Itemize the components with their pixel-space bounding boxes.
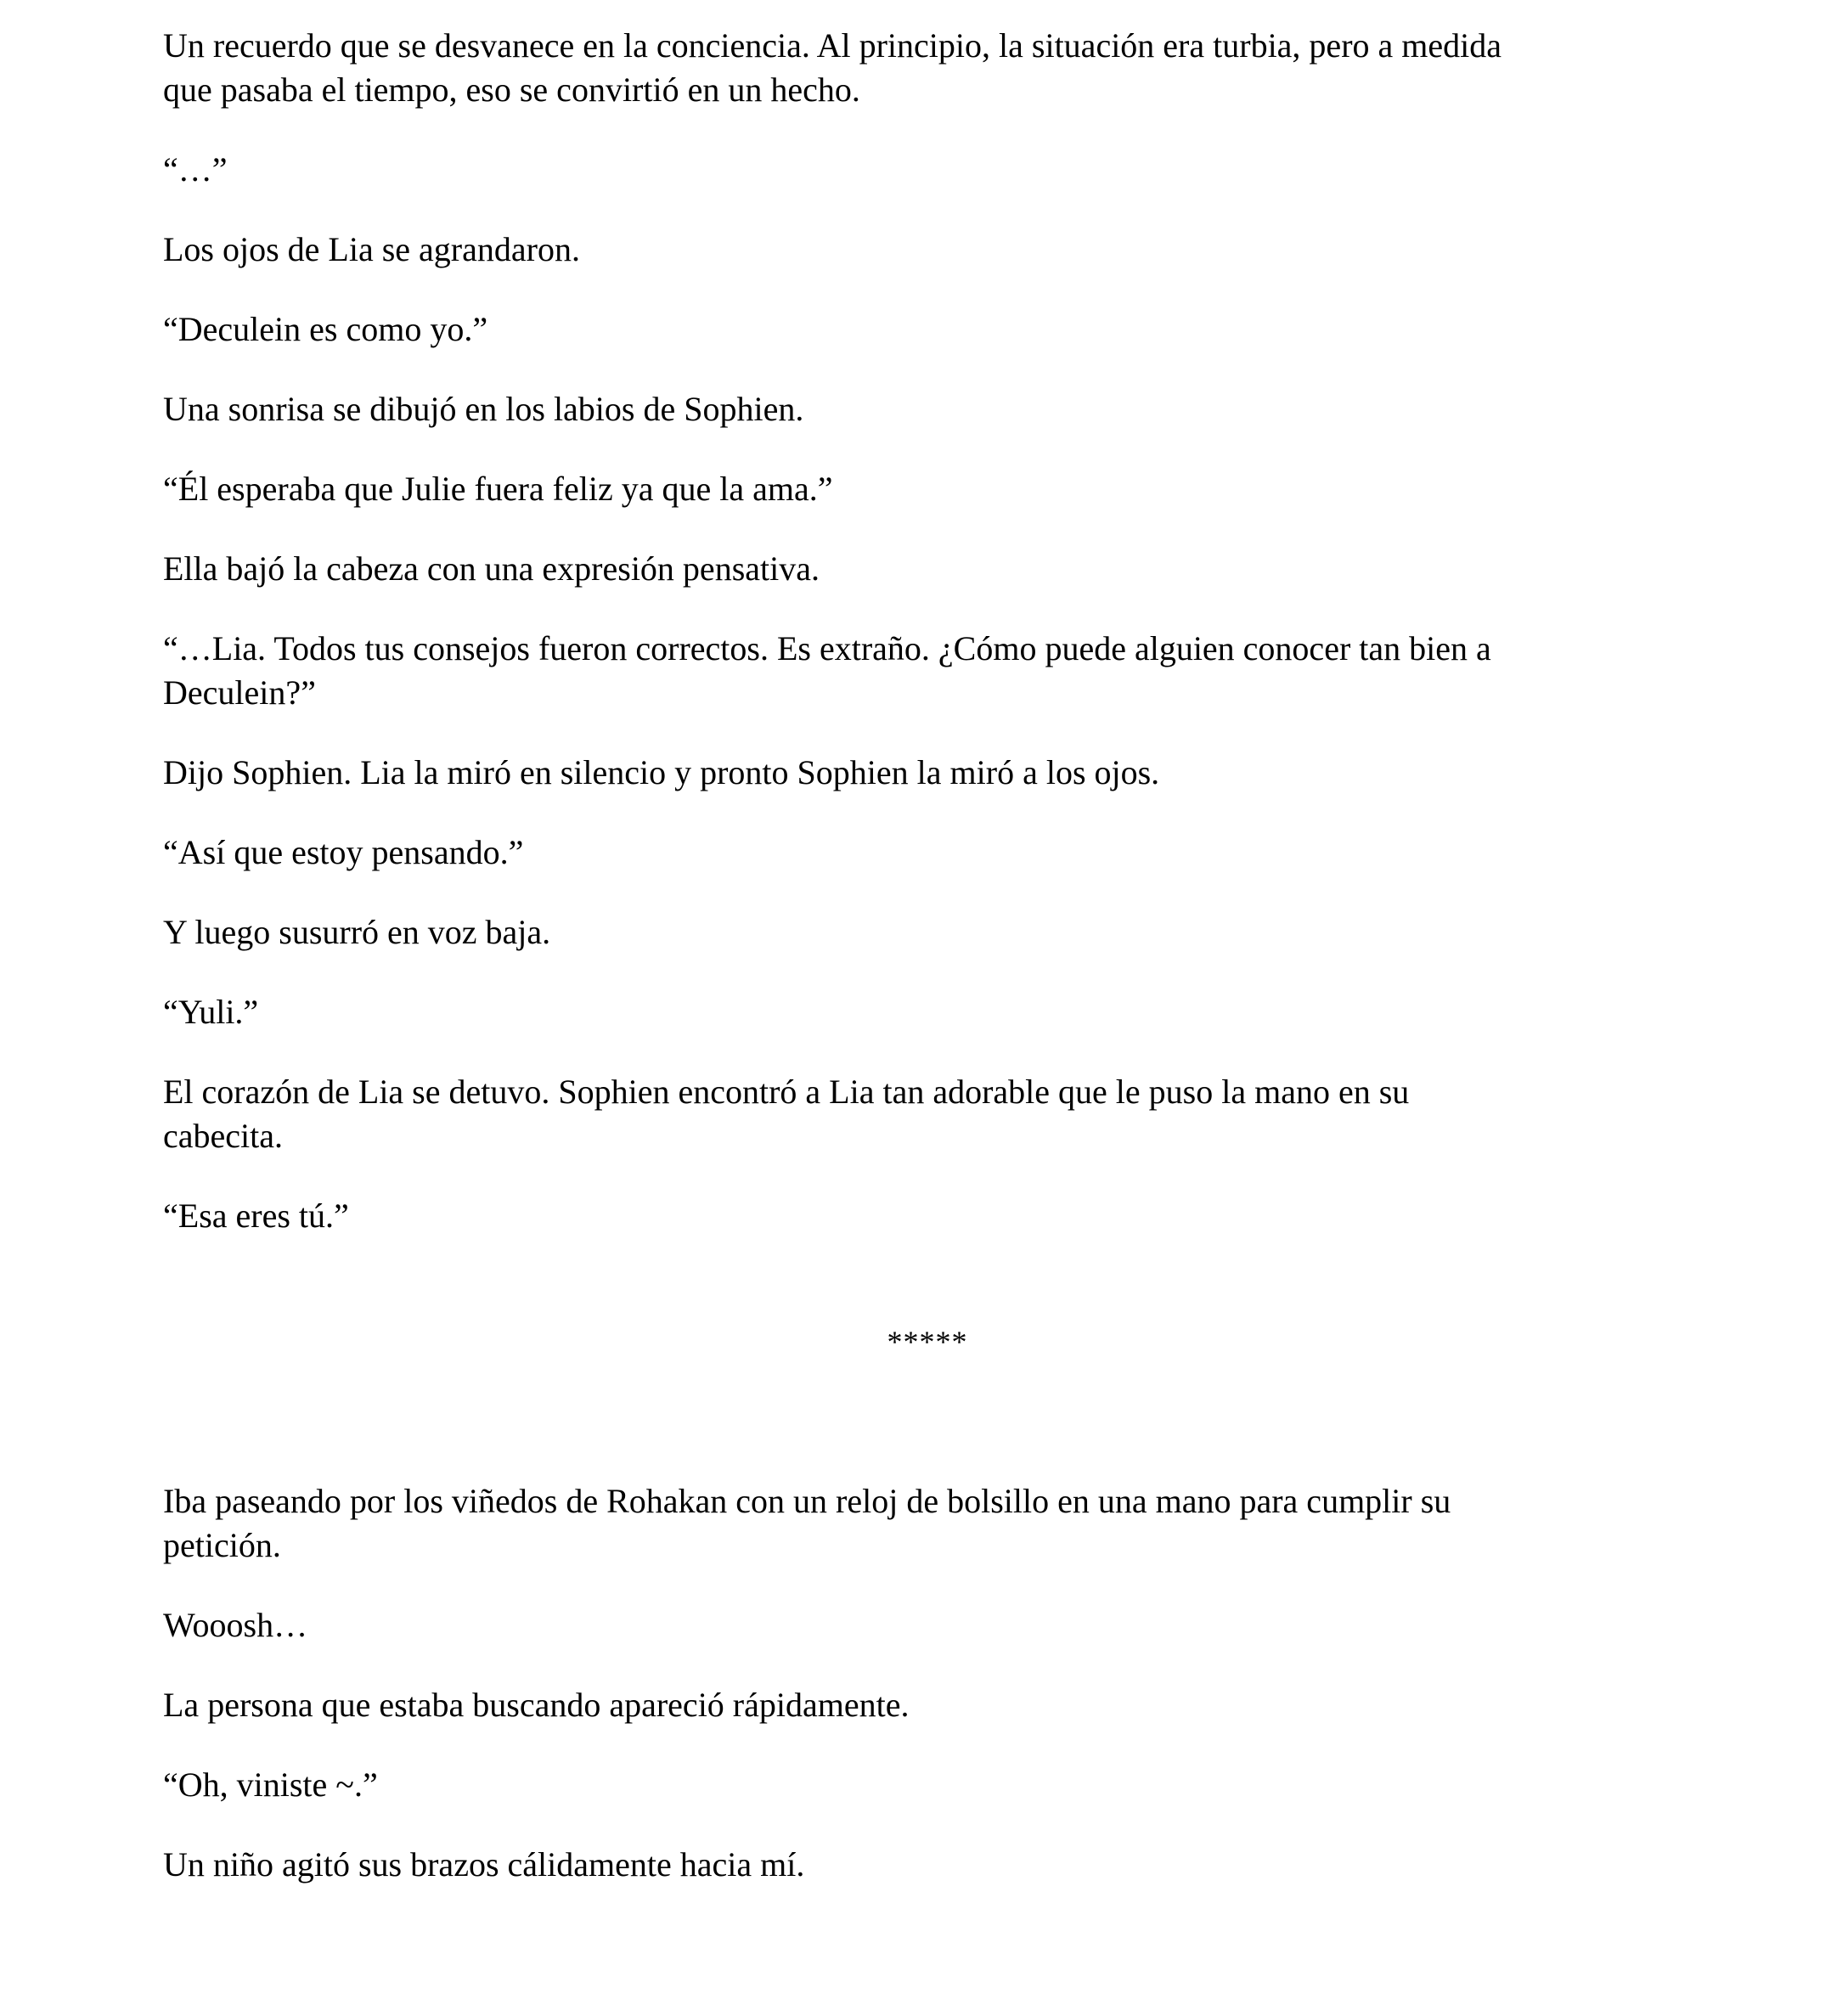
paragraph: Dijo Sophien. Lia la miró en silencio y pronto Sophien la miró a los ojos.	[163, 753, 1160, 791]
paragraph: “Oh, viniste ~.”	[163, 1765, 378, 1804]
paragraph: El corazón de Lia se detuvo. Sophien encontró a Lia tan adorable que le puso la mano en su cabecita.	[163, 1073, 1410, 1155]
paragraph: Un recuerdo que se desvanece en la conciencia. Al principio, la situación era turbia, pero a medida que pasaba el tiempo, eso se convirtió en un hecho.	[163, 26, 1502, 109]
paragraph: “Yuli.”	[163, 993, 259, 1031]
paragraph: “Él esperaba que Julie fuera feliz ya que la ama.”	[163, 470, 833, 508]
paragraph: Una sonrisa se dibujó en los labios de Sophien.	[163, 390, 804, 428]
paragraph: “Deculein es como yo.”	[163, 310, 488, 348]
paragraph: Iba paseando por los viñedos de Rohakan con un reloj de bolsillo en una mano para cumplir su petición.	[163, 1482, 1451, 1564]
paragraph: “Esa eres tú.”	[163, 1197, 349, 1235]
paragraph: Un niño agitó sus brazos cálidamente hacia mí.	[163, 1845, 805, 1884]
paragraph: “…”	[163, 150, 228, 189]
paragraph: La persona que estaba buscando apareció rápidamente.	[163, 1686, 910, 1724]
document-page	[163, 24, 1692, 1923]
paragraph: “Así que estoy pensando.”	[163, 833, 524, 871]
paragraph: “…Lia. Todos tus consejos fueron correctos. Es extraño. ¿Cómo puede alguien conocer tan bien a Deculein?”	[163, 629, 1491, 712]
scene-separator: *****	[887, 1325, 968, 1359]
paragraph: Los ojos de Lia se agrandaron.	[163, 230, 580, 268]
paragraph: Ella bajó la cabeza con una expresión pensativa.	[163, 549, 820, 588]
paragraph: Wooosh…	[163, 1606, 308, 1644]
paragraph: Y luego susurró en voz baja.	[163, 913, 551, 951]
